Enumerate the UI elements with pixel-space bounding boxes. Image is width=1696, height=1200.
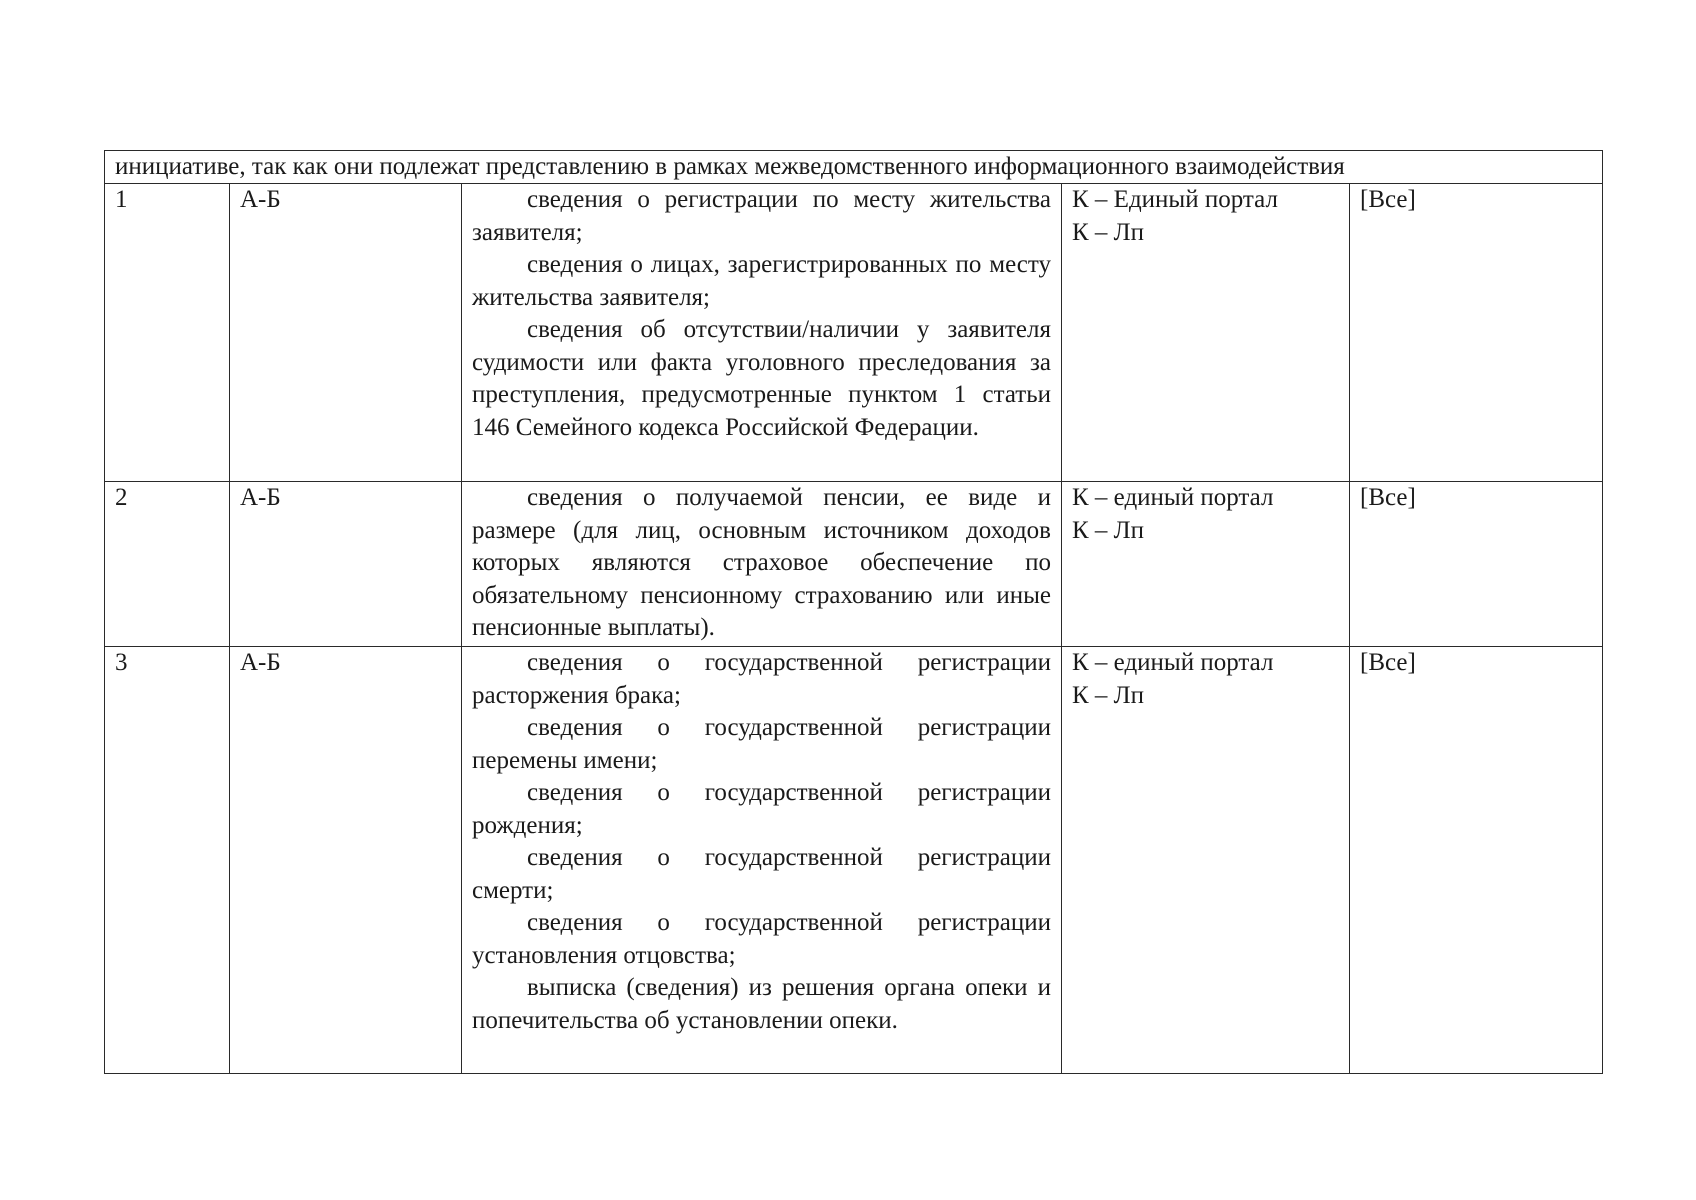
row-description <box>462 184 1062 482</box>
source-line: К – единый портал <box>1072 484 1274 511</box>
description-item: сведения о государственной регистрации рождения; <box>472 779 1051 839</box>
row-code: А-Б <box>230 482 462 647</box>
row-number: 1 <box>105 184 230 482</box>
table-row <box>105 482 1603 647</box>
source-line: К – единый портал <box>1072 649 1274 676</box>
row-description <box>462 482 1062 647</box>
row-sources <box>1062 482 1350 647</box>
row-code: А-Б <box>230 184 462 482</box>
description-item: выписка (сведения) из решения органа опеки и попечительства об установлении опеки. <box>472 974 1051 1034</box>
table-row <box>105 184 1603 482</box>
row-code: А-Б <box>230 647 462 1074</box>
description-item: сведения о лицах, зарегистрированных по месту жительства заявителя; <box>472 251 1051 311</box>
caption-row <box>105 151 1603 184</box>
source-line: К – Лп <box>1072 516 1145 544</box>
row-number: 3 <box>105 647 230 1074</box>
row-sources <box>1062 184 1350 482</box>
source-line: К – Единый портал <box>1072 186 1278 213</box>
services-table <box>104 150 1603 1074</box>
table-caption: инициативе, так как они подлежат представлению в рамках межведомственного информационного взаимодействия <box>105 151 1603 184</box>
row-applies: [Все] <box>1350 482 1603 647</box>
description-item: сведения о государственной регистрации расторжения брака; <box>472 649 1051 709</box>
description-item: сведения о государственной регистрации установления отцовства; <box>472 909 1051 969</box>
row-sources <box>1062 647 1350 1074</box>
table-row <box>105 647 1603 1074</box>
row-applies: [Все] <box>1350 647 1603 1074</box>
description-item: сведения о государственной регистрации смерти; <box>472 844 1051 904</box>
description-item: сведения об отсутствии/наличии у заявителя судимости или факта уголовного преследования за преступления, предусмотренные пунктом 1 статьи 146 Семейного кодекса Российской Федерации. <box>472 316 1051 441</box>
row-description <box>462 647 1062 1074</box>
source-line: К – Лп <box>1072 218 1145 246</box>
row-number: 2 <box>105 482 230 647</box>
description-item: сведения о получаемой пенсии, ее виде и размере (для лиц, основным источником доходов которых являются страховое обеспечение по обязательному пенсионному страхованию или иные пенсионные выплаты). <box>472 484 1051 641</box>
row-applies: [Все] <box>1350 184 1603 482</box>
description-item: сведения о государственной регистрации перемены имени; <box>472 714 1051 774</box>
source-line: К – Лп <box>1072 681 1145 709</box>
description-item: сведения о регистрации по месту жительства заявителя; <box>472 186 1051 246</box>
